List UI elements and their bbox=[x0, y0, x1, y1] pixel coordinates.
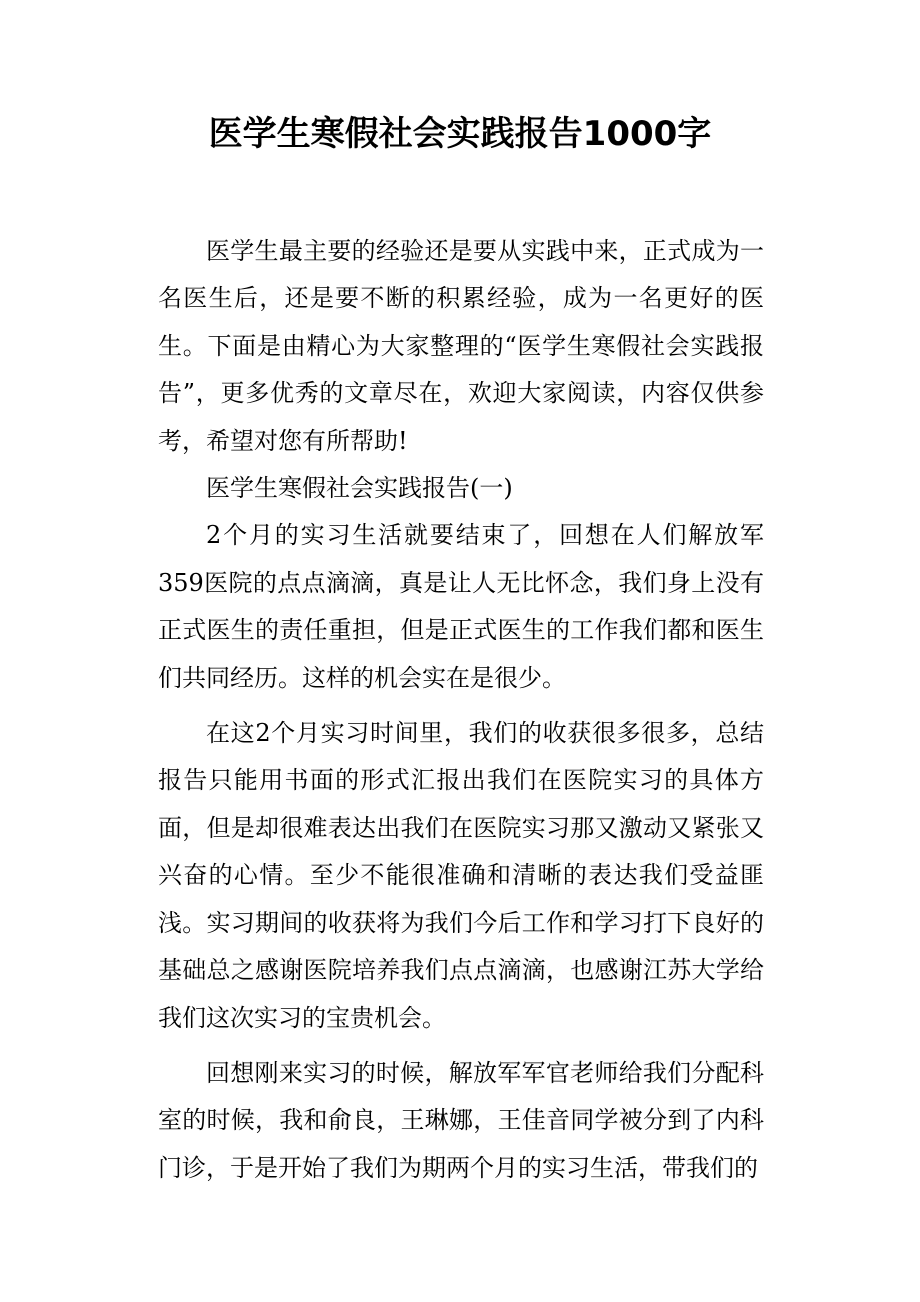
body-paragraph: 回想刚来实习的时候，解放军军官老师给我们分配科室的时候，我和俞良，王琳娜，王佳音同学被分到了内科门诊，于是开始了我们为期两个月的实习生活，带我们的 bbox=[158, 1058, 764, 1182]
section-heading: 医学生寒假社会实践报告(一) bbox=[206, 474, 513, 503]
document-body bbox=[158, 228, 764, 1192]
intro-paragraph: 医学生最主要的经验还是要从实践中来，正式成为一名医生后，还是要不断的积累经验，成为一名更好的医生。下面是由精心为大家整理的“医学生寒假社会实践报告”，更多优秀的文章尽在，欢迎大家阅读，内容仅供参考，希望对您有所帮助! bbox=[158, 237, 764, 455]
document-title: 医学生寒假社会实践报告1000字 bbox=[208, 114, 712, 154]
body-paragraph: 2个月的实习生活就要结束了，回想在人们解放军359医院的点点滴滴，真是让人无比怀念，我们身上没有正式医生的责任重担，但是正式医生的工作我们都和医生们共同经历。这样的机会实在是很少。 bbox=[158, 521, 764, 692]
body-paragraph: 在这2个月实习时间里，我们的收获很多很多，总结报告只能用书面的形式汇报出我们在医院实习的具体方面，但是却很难表达出我们在医院实习那又激动又紧张又兴奋的心情。至少不能很准确和清晰的表达我们受益匪浅。实习期间的收获将为我们今后工作和学习打下良好的基础总之感谢医院培养我们点点滴滴，也感谢江苏大学给我们这次实习的宝贵机会。 bbox=[158, 719, 764, 1032]
